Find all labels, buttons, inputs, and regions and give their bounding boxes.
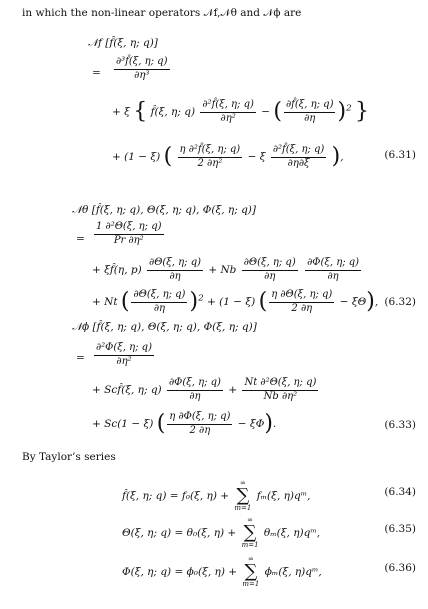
sum-sigma: ∑ [243,522,257,543]
eq631-term3: + (1 − ξ) ( $\frac{\text{η ∂²f̂(ξ, η; q)}}{\text{2 ∂η²}}$ − ξ $\frac{\text{∂²f̂(ξ, η; q)}}{\partial\eta\partial\xi}$ ), [112,144,344,169]
sum-sigma: ∑ [236,485,250,506]
eq633-t2b-num: Nt ∂²Θ(ξ, η; q) [244,377,317,388]
eq631-t2-pre: + ξ [112,106,130,118]
eq633-t2-pre: + Scf̂(ξ, η; q) [92,384,162,396]
eq631-number: (6.31) [384,149,416,161]
eq632-term3: + Nt ( $\frac{\partial\Theta(\xi, \eta; q)}{\partial\eta}$ )$^2$ + (1 − ξ) ( $\frac{\eta \partial\Theta(\xi, \eta; q)}{2 \partial\eta}$ − ξΘ), [92,289,379,314]
eq631-t2-minus: − [261,106,271,118]
eq632-t3b-num: η ∂Θ(ξ, η; q) [271,289,333,300]
eq631-t2-mid: f̂(ξ, η; q) [150,106,196,118]
intro-text: in which the non-linear operators 𝒩f,𝒩θ and 𝒩ϕ are [22,7,302,19]
eq631-t1-den: ∂η³ [134,69,150,81]
eq631-t3-minus: − ξ [247,151,266,163]
eq631-t2-num: ∂²f̂(ξ, η; q) [202,99,254,110]
taylor-text: By Taylor’s series [22,451,116,463]
eq632-t3b-den: 2 ∂η [291,302,313,314]
eq633-equals: = [76,352,85,364]
eq633-t2-plus: + [228,384,238,396]
eq634-lhs: f̂(ξ, η; q) = f₀(ξ, η) + [122,490,230,502]
eq632-term1 [92,222,166,246]
eq632-t2-nb: + Nb [208,264,237,276]
eq633-head: 𝒩ϕ [f̂(ξ, η; q), Θ(ξ, η; q), Φ(ξ, η; q)] [72,321,257,333]
eq633-term2 [92,378,320,402]
eq632-t3-num: ∂Θ(ξ, η; q) [133,289,186,300]
eq633-t3-num: η ∂Φ(ξ, η; q) [169,411,231,422]
eq631-term1 [112,57,172,81]
eq632-t2b-num: ∂Θ(ξ, η; q) [243,257,296,268]
eq635-line [122,517,320,549]
eq632-head: 𝒩θ [f̂(ξ, η; q), Θ(ξ, η; q), Φ(ξ, η; q)] [72,204,256,216]
eq632-t3-den: ∂η [153,302,166,314]
sum-upper-limit: ∞ [247,516,253,524]
eq632-t3-mid: + (1 − ξ) [206,296,256,308]
eq633-term3: + Sc(1 − ξ) ( $\frac{\eta \partial\Phi(\xi, \eta; q)}{2 \partial\eta}$ − ξΦ). [92,411,277,436]
eq634-number: (6.34) [384,486,416,498]
eq632-t3-end: − ξΘ [339,296,367,308]
eq632-term2 [92,258,363,282]
eq633-t3-end: − ξΦ [237,418,265,430]
eq631-head: 𝒩f [f̂(ξ, η; q)] [88,37,158,49]
eq632-t2-num: ∂Θ(ξ, η; q) [149,257,202,268]
eq632-t1-den: Pr ∂η² [113,234,144,246]
eq631-t3-num: η ∂²f̂(ξ, η; q) [179,144,241,155]
eq636-line [122,556,322,588]
sum-lower-limit: m=1 [242,580,260,588]
eq632-number: (6.32) [384,296,416,308]
sum-sigma: ∑ [244,561,258,582]
eq632-equals: = [76,233,85,245]
eq632-t2-den: ∂η [169,270,181,282]
eq631-t3-pre: + (1 − ξ) [112,151,161,163]
sum-lower-limit: m=1 [234,504,252,512]
eq634-line [122,480,311,512]
eq632-t1-num: 1 ∂²Θ(ξ, η; q) [96,221,162,232]
eq633-t1-den: ∂η² [116,355,132,367]
eq631-t2-den: ∂η² [220,112,236,124]
eq636-rhs: ϕₘ(ξ, η)qᵐ, [264,566,322,578]
eq633-t2-num: ∂Φ(ξ, η; q) [168,377,221,388]
eq632-t2b-den: ∂η [264,270,276,282]
sum-upper-limit: ∞ [239,479,246,487]
eq631-t2b-num: ∂f̂(ξ, η; q) [285,99,334,110]
eq636-lhs: Φ(ξ, η; q) = ϕ₀(ξ, η) + [122,566,238,578]
eq633-t2-den: ∂η [189,390,201,402]
eq633-term1 [92,343,156,367]
eq631-t3b-den: ∂η∂ξ [287,157,310,169]
eq634-rhs: fₘ(ξ, η)qᵐ, [256,490,311,502]
eq636-number: (6.36) [384,562,416,574]
eq635-rhs: θₘ(ξ, η)qᵐ, [263,527,321,539]
sum-upper-limit: ∞ [247,555,254,563]
eq633-t2b-den: Nb ∂η² [263,390,298,402]
eq631-t3-den: 2 ∂η² [197,157,223,169]
eq632-t2c-den: ∂η [327,270,339,282]
eq632-t2-pre: + ξf̂(η, p) [92,264,142,276]
sum-lower-limit: m=1 [241,541,259,549]
eq631-t1-num: ∂³f̂(ξ, η; q) [116,56,168,67]
eq633-t1-num: ∂²Φ(ξ, η; q) [96,342,152,353]
eq633-t3-pre: + Sc(1 − ξ) [92,418,154,430]
eq635-lhs: Θ(ξ, η; q) = θ₀(ξ, η) + [122,527,237,539]
eq632-t3-pre: + Nt [92,296,118,308]
eq632-t2c-num: ∂Φ(ξ, η; q) [307,257,360,268]
eq633-number: (6.33) [384,419,416,431]
eq632-t3-sup: 2 [198,293,204,304]
eq631-equals: = [92,67,101,79]
eq631-t2b-den: ∂η [304,112,316,124]
eq635-number: (6.35) [384,523,416,535]
eq633-t3-den: 2 ∂η [189,424,211,436]
eq631-term2: + ξ { f̂(ξ, η; q) $\frac{\text{∂²f̂(ξ, η; q)}}{\text{∂η²}}$ − ( $\frac{\partial f̂(\xi, \eta; q)}{\partial\eta}$ )$^2$ } [112,99,369,124]
eq631-t3b-num: ∂²f̂(ξ, η; q) [272,144,325,155]
eq631-t2-sup: 2 [346,103,352,114]
